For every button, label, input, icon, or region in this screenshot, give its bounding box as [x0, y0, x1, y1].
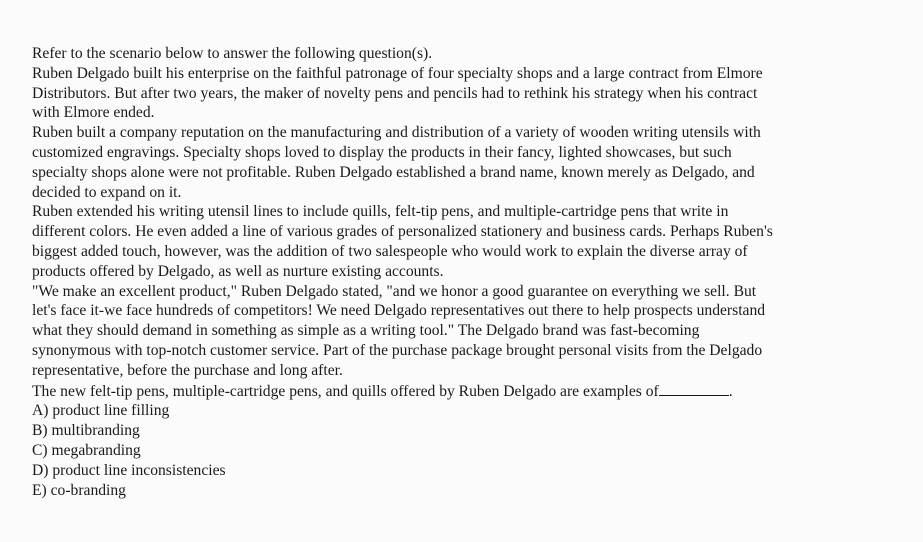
scenario-line: Distributors. But after two years, the maker of novelty pens and pencils had to rethink his strategy when his contract	[32, 84, 758, 102]
scenario-line: customized engravings. Specialty shops loved to display the products in their fancy, lighted showcases, but such	[32, 143, 732, 161]
scenario-text	[32, 64, 888, 381]
option-a[interactable]: A) product line filling	[32, 402, 170, 420]
scenario-line: products offered by Delgado, as well as nurture existing accounts.	[32, 262, 444, 280]
scenario-line: specialty shops alone were not profitable. Ruben Delgado established a brand name, known merely as Delgado, and	[32, 163, 755, 181]
answer-blank	[659, 381, 729, 396]
scenario-line: "We make an excellent product," Ruben Delgado stated, "and we honor a good guarantee on everything we sell. But	[32, 282, 757, 300]
question-content	[32, 44, 888, 500]
question-end: .	[728, 382, 733, 400]
intro-text: Refer to the scenario below to answer the following question(s).	[32, 45, 433, 62]
scenario-line: synonymous with top-notch customer service. Part of the purchase package brought personal visits from the Delgado	[32, 341, 763, 359]
option-c[interactable]: C) megabranding	[32, 441, 141, 459]
scenario-line: biggest added touch, however, was the addition of two salespeople who would work to explain the diverse array of	[32, 242, 748, 260]
scenario-line: what they should demand in something as simple as a writing tool." The Delgado brand was fast-becoming	[32, 322, 700, 340]
scenario-line: Ruben Delgado built his enterprise on the faithful patronage of four specialty shops and a large contract from Elmore	[32, 64, 763, 82]
option-e[interactable]: E) co-branding	[32, 481, 126, 499]
question-text: The new felt-tip pens, multiple-cartridge pens, and quills offered by Ruben Delgado are examples of	[32, 382, 659, 400]
scenario-line: Ruben extended his writing utensil lines to include quills, felt-tip pens, and multiple-cartridge pens that write in	[32, 203, 729, 221]
scenario-line: decided to expand on it.	[32, 183, 182, 201]
scenario-line: Ruben built a company reputation on the manufacturing and distribution of a variety of wooden writing utensils with	[32, 124, 761, 142]
option-b[interactable]: B) multibranding	[32, 422, 140, 440]
scenario-line: different colors. He even added a line of various grades of personalized stationery and business cards. Perhaps Ruben's	[32, 223, 773, 241]
scenario-line: representative, before the purchase and long after.	[32, 361, 343, 379]
scenario-line: with Elmore ended.	[32, 104, 155, 122]
scenario-line: let's face it-we face hundreds of competitors! We need Delgado representatives out there to help prospects understand	[32, 302, 766, 320]
question-stem	[32, 381, 888, 402]
option-d[interactable]: D) product line inconsistencies	[32, 461, 226, 479]
answer-options	[32, 401, 888, 500]
